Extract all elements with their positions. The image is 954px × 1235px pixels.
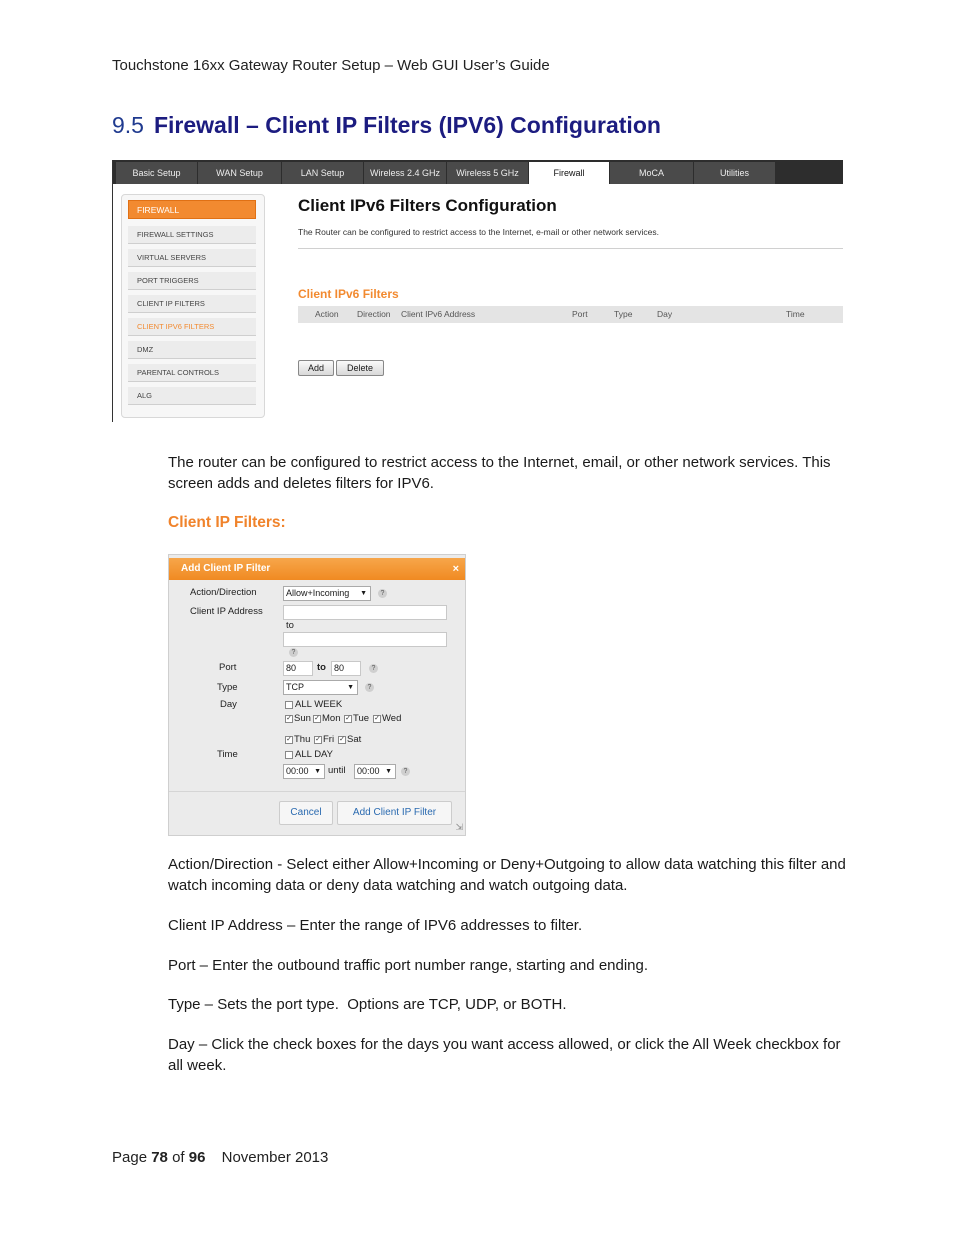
type-label: Type	[217, 682, 238, 693]
mon-label: Mon	[322, 713, 341, 724]
divider	[298, 248, 843, 249]
all-day-label: ALL DAY	[295, 749, 334, 760]
intro-paragraph: The router can be configured to restrict access to the Internet, email, or other network services. This screen adds and deletes filters for IPV6.	[168, 454, 831, 492]
sidebar-item-virtual-servers[interactable]: VIRTUAL SERVERS	[128, 249, 256, 267]
chevron-down-icon: ▼	[385, 768, 392, 775]
sidebar-item-parental-controls[interactable]: PARENTAL CONTROLS	[128, 364, 256, 382]
tab-firewall[interactable]: Firewall	[529, 162, 609, 184]
col-type: Type	[614, 309, 633, 319]
paragraph-client-ip: Client IP Address – Enter the range of IPV6 addresses to filter.	[168, 917, 583, 934]
sun-checkbox[interactable]: ✓	[286, 715, 292, 722]
time-label: Time	[217, 749, 238, 760]
port-to-label: to	[317, 662, 326, 673]
sidebar-item-client-ip-filters[interactable]: CLIENT IP FILTERS	[128, 295, 256, 313]
fri-checkbox[interactable]: ✓	[315, 736, 321, 743]
page-word: Page	[112, 1149, 148, 1166]
chevron-down-icon: ▼	[360, 590, 367, 597]
sidebar-item-port-triggers[interactable]: PORT TRIGGERS	[128, 272, 256, 290]
tab-basic-setup[interactable]: Basic Setup	[116, 162, 197, 184]
tab-wan-setup[interactable]: WAN Setup	[198, 162, 281, 184]
subsection-title: Client IP Filters:	[168, 514, 286, 531]
filters-subheading: Client IPv6 Filters	[298, 287, 399, 301]
page-footer	[112, 1149, 328, 1166]
resize-handle-icon[interactable]: ⇲	[455, 822, 463, 832]
chevron-down-icon: ▼	[347, 684, 354, 691]
sidebar-item-client-ipv6-filters[interactable]: CLIENT IPV6 FILTERS	[128, 318, 256, 336]
sat-label: Sat	[347, 734, 362, 745]
paragraph-day: Day – Click the check boxes for the days you want access allowed, or click the All Week checkbox for all week.	[168, 1036, 841, 1074]
page-heading: Client IPv6 Filters Configuration	[298, 196, 557, 215]
all-week-label: ALL WEEK	[295, 699, 343, 710]
wed-checkbox[interactable]: ✓	[374, 715, 380, 722]
help-icon[interactable]: ?	[369, 664, 378, 673]
type-select[interactable]	[283, 680, 358, 695]
sun-label: Sun	[294, 713, 311, 724]
page-total: 96	[188, 1149, 206, 1166]
client-ip-end-field[interactable]	[283, 632, 447, 647]
until-label: until	[328, 765, 346, 776]
section-title-text: Firewall – Client IP Filters (IPV6) Configuration	[153, 112, 661, 138]
col-client-ipv6-address: Client IPv6 Address	[401, 309, 476, 319]
help-icon[interactable]: ?	[365, 683, 374, 692]
time-end-value: 00:00	[357, 766, 380, 776]
fri-label: Fri	[323, 734, 335, 745]
paragraph-type: Type – Sets the port type. Options are TCP, UDP, or BOTH.	[168, 996, 567, 1013]
all-week-checkbox[interactable]	[285, 701, 293, 709]
tue-label: Tue	[353, 713, 370, 724]
mon-checkbox[interactable]: ✓	[314, 715, 320, 722]
paragraph-action-direction: Action/Direction - Select either Allow+Incoming or Deny+Outgoing to allow data watching this filter and watch incoming data or deny data watching and watch outgoing data.	[168, 856, 846, 894]
delete-button[interactable]: Delete	[336, 360, 384, 376]
add-client-ip-filter-dialog	[168, 554, 466, 836]
tab-wireless-24[interactable]: Wireless 2.4 GHz	[364, 162, 446, 184]
action-direction-select[interactable]	[283, 586, 371, 601]
col-day: Day	[657, 309, 673, 319]
wed-label: Wed	[382, 713, 402, 724]
document-header: Touchstone 16xx Gateway Router Setup – Web GUI User’s Guide	[112, 57, 550, 74]
sidebar-item-firewall-settings[interactable]: FIREWALL SETTINGS	[128, 226, 256, 244]
sidebar-item-dmz[interactable]: DMZ	[128, 341, 256, 359]
time-start-value: 00:00	[286, 766, 309, 776]
dialog-title: Add Client IP Filter	[181, 563, 271, 574]
cancel-button[interactable]: Cancel	[279, 801, 333, 825]
thu-checkbox[interactable]: ✓	[286, 736, 292, 743]
port-end-field[interactable]: 80	[331, 661, 361, 676]
time-start-select[interactable]	[283, 764, 325, 779]
ip-to-label: to	[286, 620, 294, 631]
chevron-down-icon: ▼	[314, 768, 321, 775]
col-direction: Direction	[357, 309, 391, 319]
page-number: 78	[151, 1149, 168, 1166]
tab-wireless-5[interactable]: Wireless 5 GHz	[447, 162, 528, 184]
help-icon[interactable]: ?	[401, 767, 410, 776]
sidebar-title: FIREWALL	[128, 200, 256, 219]
type-value: TCP	[286, 682, 304, 692]
page-description: The Router can be configured to restrict access to the Internet, e-mail or other network services.	[298, 227, 659, 237]
section-title	[112, 112, 661, 139]
dialog-footer-divider	[169, 791, 465, 792]
tab-moca[interactable]: MoCA	[610, 162, 693, 184]
port-start-field[interactable]: 80	[283, 661, 313, 676]
router-gui-screenshot	[112, 160, 843, 422]
paragraph-port: Port – Enter the outbound traffic port number range, starting and ending.	[168, 957, 649, 974]
dialog-title-bar	[169, 558, 465, 580]
client-ip-start-field[interactable]	[283, 605, 447, 620]
col-time: Time	[786, 309, 805, 319]
section-number: 9.5	[112, 112, 144, 138]
col-port: Port	[572, 309, 588, 319]
action-direction-value: Allow+Incoming	[286, 588, 350, 598]
thu-label: Thu	[294, 734, 311, 745]
day-label: Day	[220, 699, 237, 710]
tue-checkbox[interactable]: ✓	[345, 715, 351, 722]
time-end-select[interactable]	[354, 764, 396, 779]
help-icon[interactable]: ?	[289, 648, 298, 657]
tab-lan-setup[interactable]: LAN Setup	[282, 162, 363, 184]
firewall-sidebar	[121, 194, 265, 418]
filters-table-header	[298, 306, 843, 323]
port-label: Port	[219, 662, 237, 673]
help-icon[interactable]: ?	[378, 589, 387, 598]
sat-checkbox[interactable]: ✓	[339, 736, 345, 743]
top-tab-bar	[113, 160, 843, 184]
document-date: November 2013	[221, 1149, 329, 1166]
of-word: of	[172, 1149, 185, 1166]
add-button[interactable]: Add	[298, 360, 334, 376]
close-icon[interactable]: ×	[452, 563, 459, 575]
all-day-checkbox[interactable]	[285, 751, 293, 759]
tab-utilities[interactable]: Utilities	[694, 162, 775, 184]
col-action: Action	[315, 309, 339, 319]
sidebar-item-alg[interactable]: ALG	[128, 387, 256, 405]
action-direction-label: Action/Direction	[190, 587, 257, 598]
client-ip-label: Client IP Address	[190, 606, 263, 617]
add-client-ip-filter-button[interactable]: Add Client IP Filter	[337, 801, 452, 825]
